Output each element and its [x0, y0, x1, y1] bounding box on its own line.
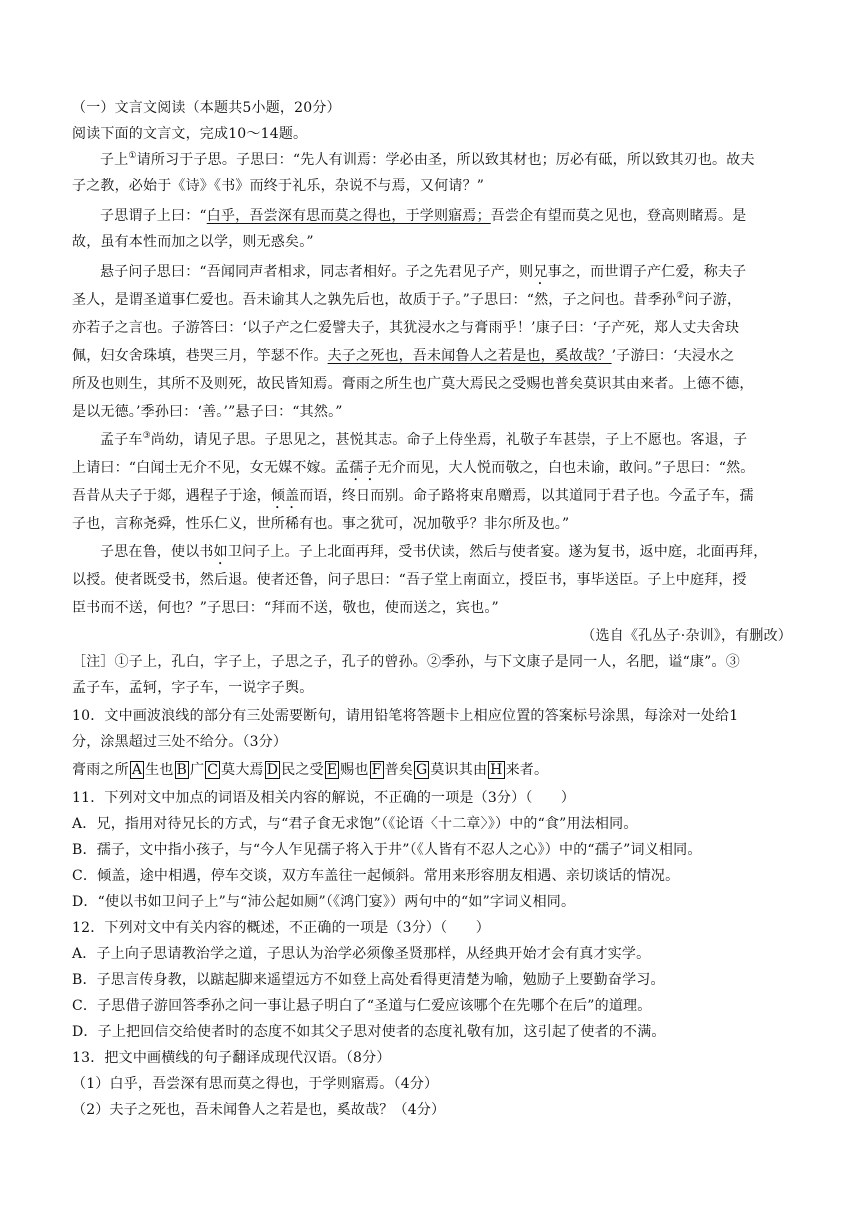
q13-sentence-2: （2）夫子之死也，吾未闻鲁人之若是也，奚故哉？（4分）	[72, 1102, 446, 1118]
instruction: 阅读下面的文言文，完成10～14题。	[72, 126, 308, 142]
q12-option-d[interactable]: D．子上把回信交给使者时的态度不如其父子思对使者的态度礼敬有加，这引起了使者的不满。	[72, 1024, 666, 1040]
passage-p2-line1: 子思谓子上曰：“白乎，吾尝深有思而莫之得也，于学则寤焉；吾尝企有望而莫之见也，登高则睹焉。是	[100, 208, 747, 224]
q12-option-a[interactable]: A．子上向子思请教治学之道，子思认为治学必须像圣贤那样，从经典开始才会有真才实学。	[72, 946, 651, 962]
answer-box-c[interactable]: C	[207, 762, 219, 778]
underlined-sentence-2: 夫子之死也，吾未闻鲁人之若是也，奚故哉？	[327, 348, 612, 364]
answer-box-b[interactable]: B	[176, 762, 188, 778]
passage-p4-line4: 子也，言称尧舜，性乐仁义，世所稀有也。事之犹可，况加敬乎？非尔所及也。”	[72, 516, 570, 532]
passage-p2-line2: 故，虽有本性而加之以学，则无惑矣。”	[72, 234, 314, 250]
dotted-word-ruzi: 孺子	[349, 460, 378, 476]
q10-stem-line2: 分，涂黑超过三处不给分。（3分）	[72, 734, 288, 750]
passage-p1-line1: 子上①请所习于子思。子思曰：“先人有训焉：学必由圣，所以致其材也；厉必有砥，所以致其刃也。故夫	[100, 151, 755, 168]
passage-p4-line1: 孟子车③尚幼，请见子思。子思见之，甚悦其志。命子上侍坐焉，礼敬子车甚崇，子上不愿也。客退，子	[100, 431, 748, 448]
notes-line1: ［注］①子上，孔白，字子上，子思之子，孔子的曾孙。②季孙，与下文康子是同一人，名肥，谥“康”。③	[72, 654, 740, 670]
passage-p3-line1: 悬子问子思曰：“吾闻同声者相求，同志者相好。子之先君见子产，则兄事之，而世谓子产仁爱，称夫子	[100, 264, 747, 280]
passage-p3-line6: 是以无德。’季孙曰：‘善。’”悬子曰：“其然。”	[72, 404, 343, 420]
q11-option-b[interactable]: B．孺子，文中指小孩子，与“今人乍见孺子将入于井”（《人皆有不忍人之心》）中的“孺子”词义相同。	[72, 842, 702, 858]
q13-stem: 13．把文中画横线的句子翻译成现代汉语。（8分）	[72, 1050, 391, 1066]
q11-option-d[interactable]: D．“使以书如卫问子上”与“沛公起如厕”（《鸿门宴》）两句中的“如”字词义相同。	[72, 894, 576, 910]
q11-option-c[interactable]: C．倾盖，途中相遇，停车交谈，双方车盖往一起倾斜。常用来形容朋友相遇、亲切谈话的情况。	[72, 868, 680, 884]
passage-p3-line5: 所及也则生，其所不及则死，故民皆知焉。膏雨之所生也广莫大焉民之受赐也普矣莫识其由来者。上德不德，	[72, 376, 754, 392]
q12-stem: 12．下列对文中有关内容的概述，不正确的一项是（3分）（ ）	[72, 920, 490, 936]
answer-box-e[interactable]: E	[326, 762, 338, 778]
passage-p5-line3: 臣书而不送，何也？”子思曰：“拜而不送，敬也，使而送之，宾也。”	[72, 600, 499, 616]
answer-box-h[interactable]: H	[490, 762, 503, 778]
q10-segment-line: 膏雨之所 A 生也 B 广 C 莫大焉 D 民之受 E 赐也 F 普矣 G 莫识其由 H 来者。	[72, 762, 549, 778]
q11-option-a[interactable]: A．兄，指用对待兄长的方式，与“君子食无求饱”（《论语〈十二章〉》）中的“食”用法相同。	[72, 816, 638, 832]
passage-p1-line2: 子之教，必始于《诗》《书》而终于礼乐，杂说不与焉，又何请？”	[72, 178, 485, 194]
passage-p3-line3: 亦若子之言也。子游答曰：‘以子产之仁爱譬夫子，其犹浸水之与膏雨乎！’康子曰：‘子产死，郑人丈夫舍玦	[72, 320, 740, 336]
passage-p4-line3: 吾昔从夫子于郯，遇程子于途，倾盖而语，终日而别。命子路将束帛赠焉，以其道同于君子也。今孟子车，孺	[72, 488, 754, 504]
answer-box-f[interactable]: F	[371, 762, 382, 778]
passage-p3-line4: 佩，妇女舍珠填，巷哭三月，竽瑟不作。夫子之死也，吾未闻鲁人之若是也，奚故哉？’子游曰：‘夫浸水之	[72, 348, 735, 364]
notes-line2: 孟子车，孟轲，字子车，一说字子舆。	[72, 680, 314, 696]
q12-option-c[interactable]: C．子思借子游回答季孙之问一事让悬子明白了“圣道与仁爱应该哪个在先哪个在后”的道理。	[72, 998, 652, 1014]
dotted-word-xiong: 兄	[533, 264, 548, 280]
q11-stem: 11．下列对文中加点的词语及相关内容的解说，不正确的一项是（3分）（ ）	[72, 790, 576, 806]
section-title: （一）文言文阅读（本题共5小题，20分）	[72, 100, 341, 116]
answer-box-a[interactable]: A	[131, 762, 143, 778]
passage-p3-line2: 圣人，是谓圣道事仁爱也。吾未谕其人之孰先后也，故质于子。”子思曰：“然，子之问也。昔季孙②问子游，	[72, 291, 742, 308]
passage-source: （选自《孔丛子·杂训》，有删改）	[581, 628, 792, 644]
passage-p5-line2: 以授。使者既受书，然后退。使者还鲁，问子思曰：“吾子堂上南面立，授臣书，事毕送臣。子上中庭拜，授	[72, 572, 747, 588]
q10-stem-line1: 10．文中画波浪线的部分有三处需要断句，请用铅笔将答题卡上相应位置的答案标号涂黑，每涂对一处给1	[72, 708, 739, 724]
q13-sentence-1: （1）白乎，吾尝深有思而莫之得也，于学则寤焉。（4分）	[72, 1076, 439, 1092]
underlined-sentence-1: 白乎，吾尝深有思而莫之得也，于学则寤焉；	[206, 208, 491, 224]
answer-box-d[interactable]: D	[266, 762, 279, 778]
answer-box-g[interactable]: G	[415, 762, 428, 778]
passage-p4-line2: 上请曰：“白闻士无介不见，女无媒不嫁。孟孺子无介而见，大人悦而敬之，白也未谕，敢问。”子思曰：“然。	[72, 460, 755, 476]
passage-p5-line1: 子思在鲁，使以书如卫问子上。子上北面再拜，受书伏读，然后与使者宴。遂为复书，返中庭，北面再拜，	[100, 544, 768, 560]
dotted-word-ru: 如	[213, 544, 228, 560]
dotted-word-qinggai: 倾盖	[270, 488, 300, 504]
q12-option-b[interactable]: B．子思言传身教，以踮起脚来遥望远方不如登上高处看得更清楚为喻，勉励子上要勤奋学习。	[72, 972, 665, 988]
